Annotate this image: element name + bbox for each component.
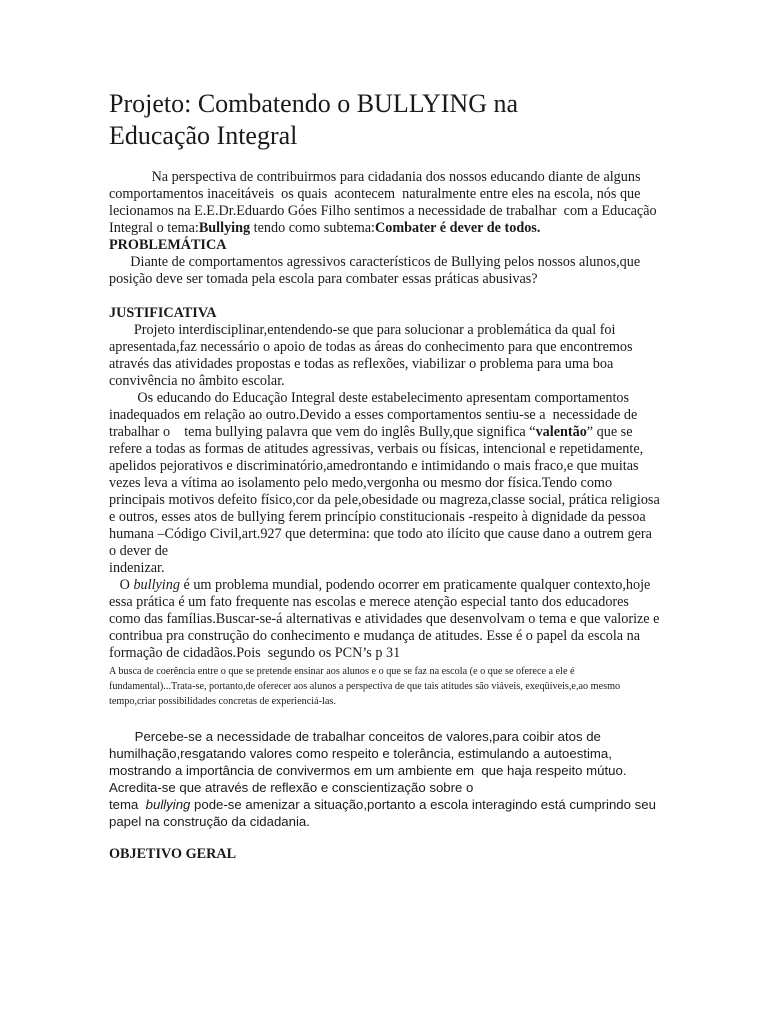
title-line-1: Projeto: Combatendo o BULLYING na	[109, 89, 519, 118]
justificativa-paragraph-1: Projeto interdisciplinar,entendendo-se que para solucionar a problemática da qual foi apresentada,faz necessário o apoio de todas as áreas do conhecimento para que encontremos através das atividades propostas e todas as reflexões, viabilizar o problema para uma boa convivência no âmbito escolar.	[109, 322, 637, 389]
p2-bold-valentao: valentão	[535, 424, 587, 440]
justificativa-paragraph-2	[109, 390, 664, 577]
problematica-heading: PROBLEMÁTICA	[109, 237, 227, 253]
intro-text: Na perspectiva de contribuirmos para cidadania dos nossos educando diante de alguns comportamentos inaceitáveis os quais acontecem naturalmente entre eles na escola, nós que lecionamos na E.E.Dr.Eduardo Góes Filho sentimos a necessidade de trabalhar com a Educação Integral o tema:	[109, 169, 661, 236]
spacer	[109, 288, 661, 305]
p2-text-a: Os educando do Educação Integral deste estabelecimento apresentam comportamentos inadequados em relação ao outro.Devido a esses comportamentos sentiu-se a necessidade de trabalhar o tema bullying palavra que vem do inglês Bully,que significa “	[109, 390, 641, 440]
justificativa-paragraph-3	[109, 577, 661, 662]
p4-text-c2: pode-se amenizar a situação,portanto a escola interagindo está cumprindo seu papel na construção da cidadania.	[109, 797, 660, 829]
p2-text-b: ” que se refere a todas as formas de atitudes agressivas, verbais ou físicas, intencional e repetidamente, apelidos pejorativos e discriminatório,amedrontando e intimidando o mais fraco,e que muitas vezes leva a vítima ao isolamento pelo medo,vergonha ou mesmo dor física.Tendo como principais motivos defeito físico,cor da pele,obesidade ou magreza,classe social, prática religiosa e outros, esses atos de bullying ferem princípio constitucionais -respeito à dignidade da pessoa humana –Código Civil,art.927 que determina: que todo ato ilícito que cause dano a outrem gera o dever de	[109, 424, 664, 559]
intro-subtheme: Combater é dever de todos.	[375, 220, 541, 236]
p4-italic-bullying: bullying	[145, 797, 191, 812]
p3-text-b: é um problema mundial, podendo ocorrer em praticamente qualquer contexto,hoje essa prática é um fato frequente nas escolas e merece atenção especial tanto dos educadores como das famílias.Buscar-se-á alternativas e atividades que desenvolvam o tema e que valorize e contribua pra construção do conhecimento e mudança de atitudes. Esse é o papel da escola na formação de cidadãos.Pois segundo os PCN’s p 31	[109, 577, 663, 661]
justificativa-heading: JUSTIFICATIVA	[109, 305, 217, 321]
title-line-2: Educação Integral	[109, 121, 298, 150]
problematica-paragraph: Diante de comportamentos agressivos característicos de Bullying pelos nossos alunos,que posição deve ser tomada pela escola para combater essas práticas abusivas?	[109, 254, 644, 287]
spacer	[109, 709, 661, 728]
p4-text-c1: tema	[109, 797, 146, 812]
p4-text-b: mostrando a importância de convivermos em um ambiente em que haja respeito mútuo. Acredita-se que através de reflexão e conscientização sobre o	[109, 763, 630, 795]
p3-italic-bullying: bullying	[133, 577, 180, 593]
intro-paragraph	[109, 169, 661, 237]
spacer	[109, 830, 661, 846]
p4-text-a: Percebe-se a necessidade de trabalhar conceitos de valores,para coibir atos de humilhação,resgatando valores como respeito e tolerância, estimulando a autoestima,	[109, 729, 612, 761]
justificativa-paragraph-4	[109, 728, 661, 830]
p3-text-a: O	[109, 577, 134, 593]
p2-text-c: indenizar.	[109, 560, 165, 576]
document-title	[109, 88, 661, 152]
intro-middle: tendo como subtema:	[250, 220, 375, 236]
objetivo-heading: OBJETIVO GERAL	[109, 846, 237, 862]
pcn-quote: A busca de coerência entre o que se pretende ensinar aos alunos e o que se faz na escola (e o que se oferece a ele é fundamental)...Trata-se, portanto,de oferecer aos alunos a perspectiva de que tais atitudes são viáveis, exeqüíveis,e,ao mesmo tempo,criar possibilidades concretas de experienciá-las.	[109, 666, 621, 707]
intro-theme: Bullying	[198, 220, 251, 236]
document-page	[109, 88, 664, 863]
